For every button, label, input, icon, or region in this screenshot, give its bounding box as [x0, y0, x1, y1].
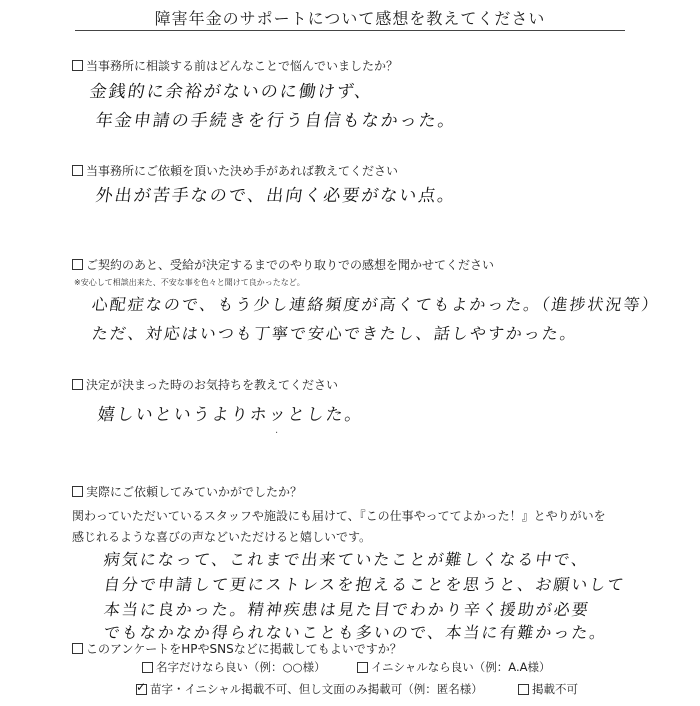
- answer-4-line-1: 嬉しいというよりホッとした。: [96, 405, 366, 425]
- option-text-only[interactable]: [136, 681, 483, 697]
- question-6: [72, 640, 402, 657]
- checkbox-icon[interactable]: [72, 486, 83, 497]
- question-4: [72, 376, 338, 393]
- question-5: [72, 483, 302, 500]
- question-2-label: 当事務所にご依頼を頂いた決め手があれば教えてください: [86, 164, 399, 178]
- answer-5-line-4: でもなかなか得られないことも多いので、本当に有難かった。: [102, 623, 609, 642]
- question-1-label: 当事務所に相談する前はどんなことで悩んでいましたか？: [86, 59, 399, 73]
- answer-1-line-2: 年金申請の手続きを行う自信もなかった。: [94, 111, 459, 131]
- question-5-label: 実際にご依頼してみていかがでしたか？: [86, 485, 303, 499]
- option-initials[interactable]: [357, 659, 551, 675]
- checkbox-icon[interactable]: [72, 379, 83, 390]
- question-5-intro-line-1: 関わっていただいているスタッフや施設にも届けて、『この仕事やっててよかった！』とやりがいを: [72, 509, 606, 523]
- checkbox-icon[interactable]: [357, 662, 368, 673]
- question-1: [72, 57, 398, 74]
- option-surname-only[interactable]: [142, 659, 326, 675]
- answer-2-line-1: 外出が苦手なので、出向く必要がない点。: [94, 186, 458, 206]
- answer-5-line-3: 本当に良かった。精神疾患は見た目でわかり辛く援助が必要: [102, 600, 592, 619]
- answer-5-line-2: 自分で申請して更にストレスを抱えることを思うと、お願いして: [102, 575, 627, 594]
- option-no-publish-label: 掲載不可: [532, 682, 578, 696]
- answer-3-line-2: ただ、対応はいつも丁寧で安心できたし、話しやすかった。: [90, 324, 580, 343]
- stray-mark: ·: [275, 428, 279, 439]
- option-initials-label: イニシャルなら良い（例：A.A様）: [371, 660, 551, 674]
- checkbox-icon[interactable]: [142, 662, 153, 673]
- option-text-only-label: 苗字・イニシャル掲載不可、但し文面のみ掲載可（例：匿名様）: [150, 682, 483, 696]
- question-3-note: ※安心して相談出来た、不安な事を色々と聞けて良かったなど。: [74, 278, 305, 287]
- checkbox-icon[interactable]: [72, 259, 83, 270]
- question-3-label: ご契約のあと、受給が決定するまでのやり取りでの感想を聞かせてください: [86, 258, 495, 272]
- question-6-label: このアンケートをHPやSNSなどに掲載してもよいですか？: [86, 642, 402, 656]
- page-title: 障害年金のサポートについて感想を教えてください: [154, 9, 546, 28]
- option-surname-only-label: 名字だけなら良い（例：○○様）: [156, 660, 326, 674]
- checkbox-icon[interactable]: [72, 60, 83, 71]
- checkbox-icon[interactable]: [72, 643, 83, 654]
- option-no-publish[interactable]: [518, 681, 578, 697]
- title-underline: [75, 30, 625, 31]
- question-3: [72, 256, 494, 273]
- answer-1-line-1: 金銭的に余裕がないのに働けず、: [88, 82, 375, 102]
- answer-3-line-1: 心配症なので、もう少し連絡頻度が高くてもよかった。（進捗状況等）: [90, 295, 661, 314]
- checkbox-icon[interactable]: [518, 684, 529, 695]
- checkbox-icon[interactable]: [72, 165, 83, 176]
- question-5-intro-line-2: 感じれるような喜びの声などいただけると嬉しいです。: [72, 530, 372, 544]
- question-4-label: 決定が決まった時のお気持ちを教えてください: [86, 378, 339, 392]
- question-2: [72, 162, 398, 179]
- checkbox-icon[interactable]: [136, 679, 147, 695]
- checkmark-icon: ✓: [136, 679, 147, 694]
- answer-5-line-1: 病気になって、これまで出来ていたことが難しくなる中で、: [102, 550, 591, 569]
